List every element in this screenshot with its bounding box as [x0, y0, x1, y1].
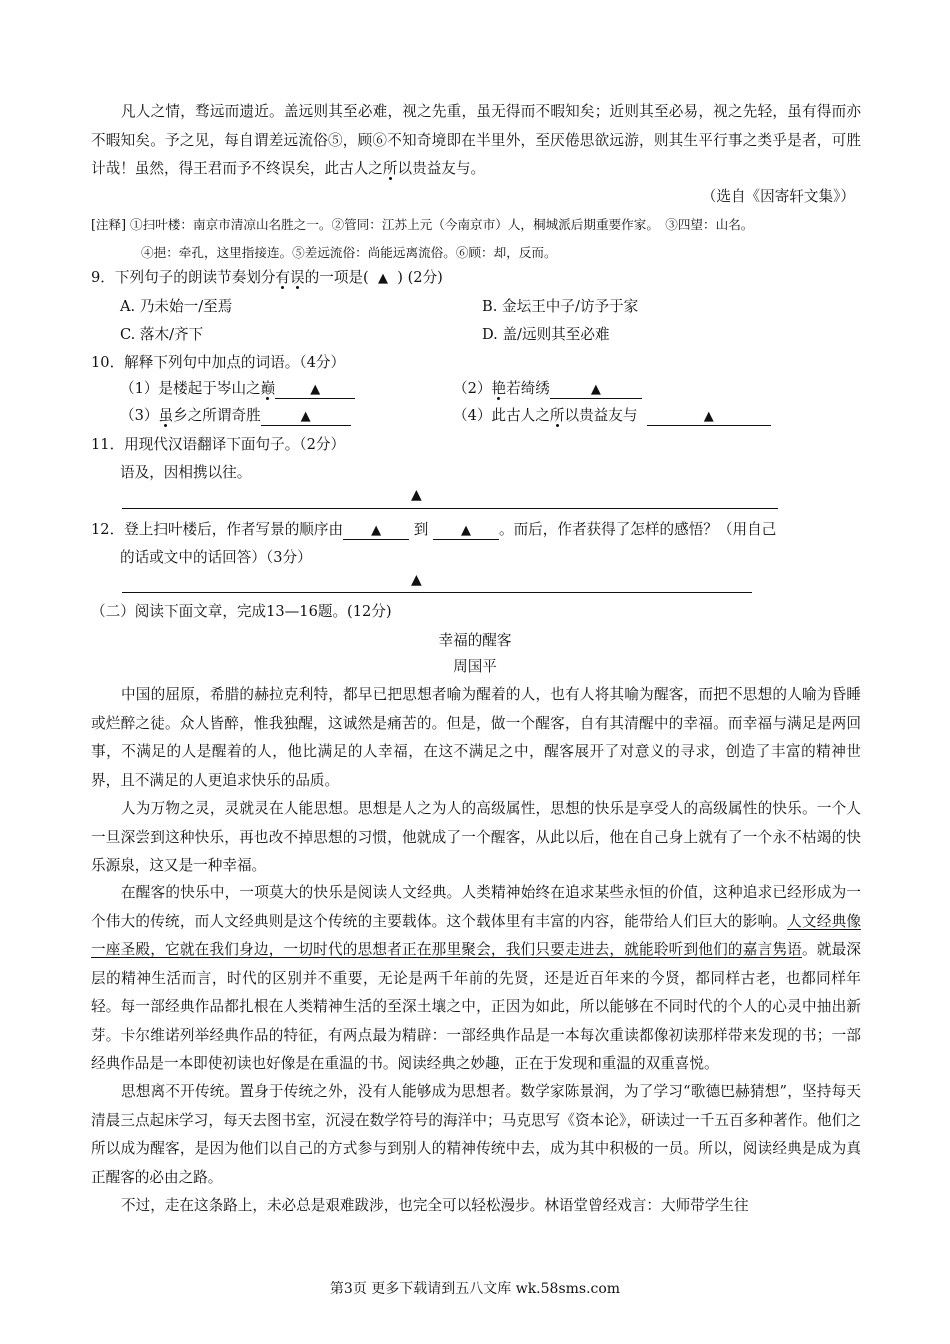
- article-paragraph-4: 思想离不开传统。置身于传统之外，没有人能够成为思想者。数学家陈景润，为了学习“歌德巴赫猜想”，坚持每天清晨三点起床学习，每天去图书室，沉浸在数学符号的海洋中；马克思写《资本论》，研读过一千五百多种著作。他们之所以成为醒客，是因为他们以自己的方式参与到别人的精神传统中去，成为其中积极的一员。所以，阅读经典是成为真正醒客的必由之路。: [91, 1083, 861, 1186]
- option-c: C. 落木/齐下: [120, 326, 204, 343]
- answer-blank[interactable]: ▲: [433, 521, 499, 540]
- question-11-sentence: 语及，因相携以往。: [120, 464, 252, 481]
- question-10-item-1: （1）是楼起于岑山之巅 ▲: [120, 376, 355, 402]
- question-12-stem: 12．登上扫叶楼后，作者写景的顺序由 ▲ 到 ▲ 。而后，作者获得了怎样的感悟？（用自己: [91, 521, 777, 538]
- answer-marker: ▲: [411, 572, 422, 588]
- option-d: D. 盖/远则其至必难: [482, 326, 610, 343]
- answer-marker: ▲: [378, 271, 388, 286]
- answer-blank[interactable]: ▲: [647, 407, 771, 426]
- answer-marker: ▲: [411, 487, 422, 503]
- article-paragraph-2: 人为万物之灵，灵就灵在人能思想。思想是人之为人的高级属性，思想的快乐是享受人的高级属性的快乐。一个人一旦深尝到这种快乐，再也改不掉思想的习惯，他就成了一个醒客，从此以后，他在自己身上就有了一个永不枯竭的快乐源泉，这又是一种幸福。: [91, 800, 861, 874]
- option-b: B. 金坛王中子/访予于家: [482, 298, 639, 315]
- question-10-item-2: （2）艳若绮绣 ▲: [453, 376, 642, 402]
- question-10-item-4: （4）此古人之所以贵益友与 ▲: [453, 403, 771, 429]
- question-9-stem: 9．下列句子的朗读节奏划分有误的一项是( ▲ ) (2分): [91, 269, 443, 286]
- answer-blank[interactable]: ▲: [275, 380, 355, 399]
- answer-line[interactable]: [122, 508, 778, 509]
- passage-paragraph: 凡人之情，骛远而遗近。盖远则其至必难，视之先重，虽无得而不暇知矣；近则其至必易，视之先轻，虽有得而亦不暇知矣。予之见，每自谓差远流俗⑤，顾⑥不知奇境即在半里外，至厌倦思欲远游，则其生平行事之类乎是者，可胜计哉！虽然，得王君而予不终误矣，此古人之所以贵益友与。: [91, 103, 861, 177]
- article-paragraph-5: 不过，走在这条路上，未必总是艰难跋涉，也完全可以轻松漫步。林语堂曾经戏言：大师带学生往: [121, 1197, 749, 1214]
- question-12-stem-cont: 的话或文中的话回答）（3分）: [120, 549, 312, 566]
- annotation-line-2: ④挹：牵孔，这里指接连。⑤差远流俗：尚能远离流俗。⑥顾：却，反而。: [141, 245, 557, 260]
- article-author: 周国平: [453, 658, 497, 675]
- article-paragraph-3: 在醒客的快乐中，一项莫大的快乐是阅读人文经典。人类精神始终在追求某些永恒的价值，这种追求已经形成为一个伟大的传统，而人文经典则是这个传统的主要载体。这个载体里有丰富的内容，能带给人们巨大的影响。人文经典像一座圣殿，它就在我们身边，一切时代的思想者正在那里聚会，我们只要走进去，就能聆听到他们的嘉言隽语。就最深层的精神生活而言，时代的区别并不重要，无论是两千年前的先贤，还是近百年来的今贤，都同样古老，也都同样年轻。每一部经典作品都扎根在人类精神生活的至深土壤之中，正因为如此，所以能够在不同时代的个人的心灵中抽出新芽。卡尔维诺列举经典作品的特征，有两点最为精辟：一部经典作品是一本每次重读都像初读那样带来发现的书；一部经典作品是一本即使初读也好像是在重温的书。阅读经典之妙趣，正在于发现和重温的双重喜悦。: [91, 884, 861, 1072]
- answer-blank[interactable]: ▲: [343, 521, 409, 540]
- annotation-line-1: [注释] ①扫叶楼：南京市清凉山名胜之一。②管同：江苏上元（今南京市）人，桐城派后期重要作家。 ③四望：山名。: [91, 217, 754, 232]
- underlined-sentence: 人文经典像一座圣殿，它就在我们身边，一切时代的思想者正在那里聚会，我们只要走进去，就能聆听到他们的嘉言隽语: [91, 912, 861, 958]
- answer-line[interactable]: [122, 592, 752, 593]
- answer-blank[interactable]: ▲: [261, 407, 351, 426]
- question-10-stem: 10．解释下列句中加点的词语。（4分）: [91, 354, 346, 371]
- answer-blank[interactable]: ▲: [550, 380, 642, 399]
- option-a: A. 乃未始一/至焉: [120, 298, 233, 315]
- question-11-stem: 11．用现代汉语翻译下面句子。（2分）: [91, 436, 346, 453]
- article-paragraph-1: 中国的屈原，希腊的赫拉克利特，都早已把思想者喻为醒着的人，也有人将其喻为醒客，而把不思想的人喻为昏睡或烂醉之徒。众人皆醉，惟我独醒，这诚然是痛苦的。但是，做一个醒客，自有其清醒中的幸福。而幸福与满足是两回事，不满足的人是醒着的人，他比满足的人幸福，在这不满足之中，醒客展开了对意义的寻求，创造了丰富的精神世界，且不满足的人更追求快乐的品质。: [91, 686, 861, 789]
- article-title: 幸福的醒客: [438, 632, 512, 649]
- question-10-item-3: （3）虽乡之所谓奇胜 ▲: [120, 403, 351, 429]
- passage-source: （选自《因寄轩文集》）: [701, 188, 855, 205]
- page-footer: 第3页 更多下载请到五八文库 wk.58sms.com: [329, 1281, 621, 1297]
- section-2-heading: （二）阅读下面文章，完成13—16题。(12分): [91, 603, 392, 620]
